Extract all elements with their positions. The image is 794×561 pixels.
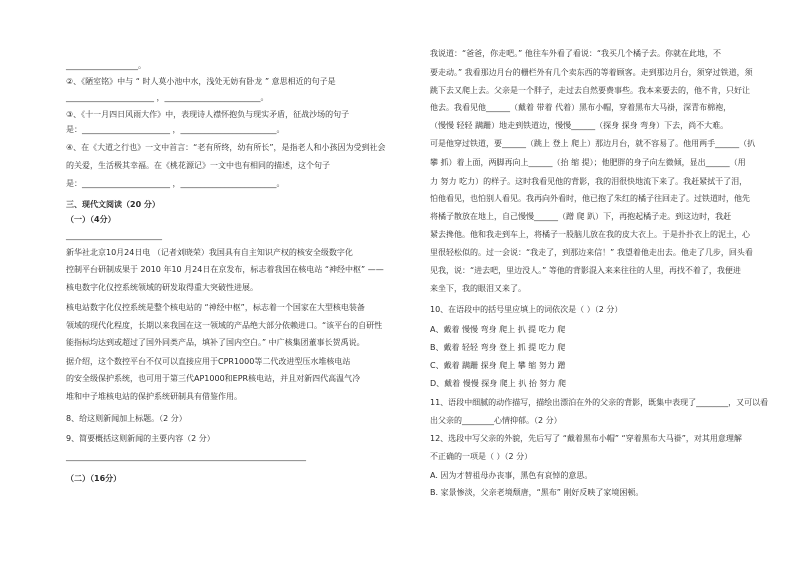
- right-text-line: 11、语段中细腻的动作描写，描绘出漂泊在外的父亲的背影，既集中表现了________，又可以看: [430, 398, 769, 407]
- right-text-line: （慢慢 轻轻 蹒跚）地走到铁道边，慢慢______（探身 探身 弯身）下去，尚不大难。: [430, 121, 729, 130]
- left-text-line: 控制平台研制成果于 2010 年10 月24日在京发布，标志着我国在核电站 “神经中枢” ——: [66, 265, 384, 274]
- left-text-line: 新华社北京10月24日电 （记者刘晓荣）我国具有自主知识产权的核安全级数字化: [66, 248, 353, 257]
- right-text-line: 里很轻松似的。过一会说：“我走了，到那边来信！” 我望着他走出去。他走了几步，回头看: [430, 248, 753, 257]
- left-text-line: 领域的现代化程度，长期以来我国在这一领域的产品绝大部分依赖进口。“该平台的自研性: [66, 321, 383, 330]
- right-text-line: A. 因为才替祖母办丧事，黑色有哀悼的意思。: [430, 471, 593, 480]
- right-text-line: 怕他看见，也怕别人看见。我再向外看时，他已抱了朱红的橘子往回走了。过铁道时，他先: [430, 194, 750, 203]
- left-text-line: 是：______________________ ，________________________。: [66, 179, 285, 188]
- left-text-line: 9、简要概括这则新闻的主要内容（2 分）: [66, 434, 215, 443]
- left-text-line: ②、《陋室铭》中与 “ 时人莫小池中水，浅处无妨有卧龙 ” 意思相近的句子是: [66, 77, 336, 86]
- left-text-line: 能指标均达到或超过了国外同类产品，填补了国内空白。” 中广核集团董事长贺禹说。: [66, 338, 365, 347]
- left-text-line: 据介绍，这个数控平台不仅可以直接应用于CPR1000等二代改进型压水堆核电站: [66, 357, 351, 366]
- left-text-line: 核电数字化仪控系统领域的研发取得重大突破性进展。: [66, 283, 258, 292]
- left-text-line: 的安全级保护系统，也可用于第三代AP1000和EPR核电站，并且对新四代高温气冷: [66, 374, 361, 383]
- left-text-line: 核电站数字化仪控系统是整个核电站的 “神经中枢”，标志着一个国家在大型核电装备: [66, 303, 365, 312]
- left-text-line: 堆和中子堆核电站的保护系统研制具有借鉴作用。: [66, 392, 242, 401]
- left-text-line: ____________________________________________________________: [66, 452, 306, 461]
- right-text-line: A、戴着 慢慢 弯身 爬上 扒 提 吃力 爬: [430, 325, 566, 334]
- right-text-line: 要走动。” 我看那边月台的栅栏外有几个卖东西的等着顾客。走到那边月台，须穿过铁道，须: [430, 68, 753, 77]
- right-text-line: B、戴着 轻轻 弯身 登上 抓 提 吃力 爬: [430, 343, 566, 352]
- left-text-line: ________________________: [66, 231, 162, 240]
- left-text-line: ______________________ ，________________________。: [66, 93, 269, 102]
- right-text-line: 10、在语段中的括号里应填上的词依次是（ ）（2 分）: [430, 305, 623, 314]
- left-text-line: （一）（4分）: [66, 215, 116, 224]
- right-text-line: 出父亲的________心情抑郁。（2 分）: [430, 416, 562, 425]
- right-text-line: 见我，说：“进去吧，里边没人。” 等他的背影混入来来往往的人里，再找不着了，我便进: [430, 266, 741, 275]
- left-text-line: 三、现代文阅读（20 分）: [66, 200, 160, 209]
- right-text-line: 力 努力 吃力）的样子。这时我看见他的背影，我的泪很快地流下来了。我赶紧拭干了泪，: [430, 177, 748, 186]
- right-text-line: 将橘子散放在地上，自己慢慢______（蹭 爬 趴）下，再抱起橘子走。到这边时，我赶: [430, 212, 732, 221]
- right-text-line: 攀 抓）着上面，两脚再向上______（抬 缩 提）；他肥胖的身子向左微倾，显出______（用: [430, 158, 746, 167]
- right-text-line: 12、选段中写父亲的外貌，先后写了 “戴着黑布小帽” “穿着黑布大马褂”，对其用意理解: [430, 434, 742, 443]
- right-text-line: B. 家景惨淡，父亲老境颓唐，“黑布” 刚好反映了家境困顿。: [430, 488, 644, 497]
- left-text-line: 的关爱，生活极其幸福。在《桃花源记》一文中也有相同的描述，这个句子: [66, 161, 330, 170]
- left-text-line: 8、给这则新闻加上标题。（2 分）: [66, 414, 187, 423]
- left-text-line: ③、《十一月四日风雨大作》中，表现诗人襟怀抱负与现实矛盾，征战沙场的句子: [66, 110, 350, 119]
- left-text-line: ④、在《大道之行也》一文中首言：“老有所终，幼有所长”，是指老人和小孩因为受到社会: [66, 143, 386, 152]
- right-text-line: C、戴着 蹒跚 探身 爬上 攀 缩 努力 蹭: [430, 361, 566, 370]
- left-text-line: 是：______________________ ，________________________。: [66, 125, 285, 134]
- right-text-line: 不正确的一项是（ ）（2 分）: [430, 452, 533, 461]
- right-text-line: 他去。我看见他______（戴着 带着 代着）黑布小帽，穿着黑布大马褂，深青布棉袍，: [430, 103, 732, 112]
- right-text-line: 我说道：“爸爸，你走吧。” 他往车外看了看说：“我买几个橘子去。你就在此地，不: [430, 49, 721, 58]
- right-text-line: 跳下去又爬上去。父亲是一个胖子，走过去自然要费事些。我本来要去的，他不肯，只好让: [430, 86, 750, 95]
- right-text-line: 紧去搀他。他和我走到车上，将橘子一股脑儿放在我的皮大衣上。于是扑扑衣上的泥土，心: [430, 230, 750, 239]
- left-text-line: （二）（16分）: [66, 474, 122, 483]
- right-text-line: 可是他穿过铁道，要______（跳上 登上 爬上）那边月台，就不容易了。他用两手______（扒: [430, 139, 756, 148]
- right-text-line: 来坐下，我的眼泪又来了。: [430, 284, 526, 293]
- right-text-line: D、戴着 慢慢 探身 爬上 扒 抬 努力 爬: [430, 379, 566, 388]
- left-text-line: __________________。: [66, 61, 146, 70]
